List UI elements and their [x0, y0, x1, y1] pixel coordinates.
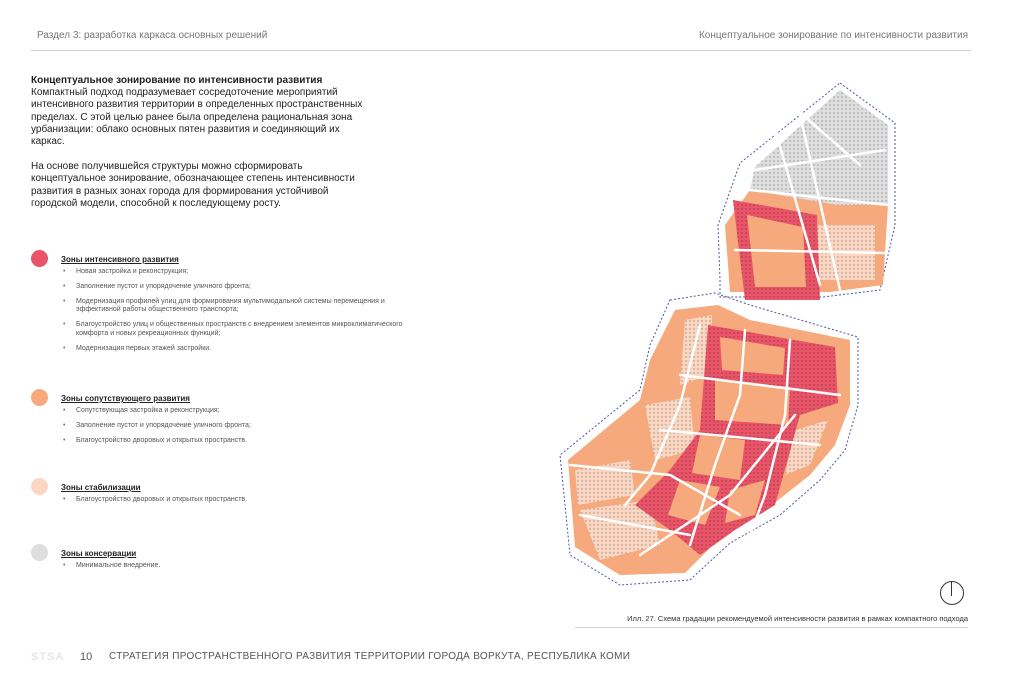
list-item: • Благоустройство дворовых и открытых пространств.: [61, 437, 421, 446]
list-item: • Новая застройка и реконструкция;: [61, 268, 421, 277]
caption-divider: [575, 627, 968, 628]
legend-list: [61, 407, 421, 451]
document-title: СТРАТЕГИЯ ПРОСТРАНСТВЕННОГО РАЗВИТИЯ ТЕРРИТОРИИ ГОРОДА ВОРКУТА, РЕСПУБЛИКА КОМИ: [109, 651, 631, 662]
legend-list: [61, 268, 421, 360]
list-item: • Модернизация первых этажей застройки.: [61, 345, 421, 354]
list-item: • Сопутствующая застройка и реконструкция;: [61, 407, 421, 416]
stabilization-zone-dot-icon: [31, 478, 48, 495]
list-item: • Минимальное внедрение.: [61, 562, 421, 571]
legend-title: Зоны интенсивного развития: [61, 255, 179, 264]
map-caption: Илл. 27. Схема градации рекомендуемой интенсивности развития в рамках компактного подхода: [627, 614, 968, 623]
intro-text: [31, 75, 376, 210]
list-item: • Модернизация профилей улиц для формирования мультимодальной системы перемещения и эффективной работы общественного транспорта;: [61, 298, 421, 316]
legend-title: Зоны сопутствующего развития: [61, 394, 190, 403]
intro-title: Концептуальное зонирование по интенсивности развития: [31, 75, 323, 86]
list-item: • Заполнение пустот и упорядочение уличного фронта;: [61, 422, 421, 431]
intensive-zone-dot-icon: [31, 250, 48, 267]
list-item: • Благоустройство улиц и общественных пространств с внедрением элементов микроклиматического комфорта и новых рекреационных функций;: [61, 321, 421, 339]
conservation-zone-dot-icon: [31, 544, 48, 561]
list-item: • Заполнение пустот и упорядочение уличного фронта;: [61, 283, 421, 292]
header-topic-label: Концептуальное зонирование по интенсивности развития: [698, 30, 968, 41]
header-section-label: Раздел 3: разработка каркаса основных решений: [37, 30, 268, 41]
accompanying-zone-dot-icon: [31, 389, 48, 406]
intro-paragraph-2: На основе получившейся структуры можно сформировать концептуальное зонирование, обозначающее степень интенсивности развития в разных зонах города для формирования устойчивой городской модели, способной к последующему росту.: [31, 161, 355, 209]
page-number: 10: [80, 651, 93, 663]
list-item: • Благоустройство дворовых и открытых пространств.: [61, 496, 421, 505]
intro-paragraph-1: Компактный подход подразумевает сосредоточение мероприятий интенсивного развития территории в определенных пространственных пределах. С этой целью ранее была определена рациональная зона урбанизации: облако основных пятен развития и соединяющий их каркас.: [31, 87, 363, 148]
legend-title: Зоны стабилизации: [61, 483, 141, 492]
legend-list: [61, 496, 421, 511]
legend-list: [61, 562, 421, 577]
header-divider: [31, 50, 971, 51]
legend-title: Зоны консервации: [61, 549, 137, 558]
conservation-zone-texture: [750, 90, 888, 205]
zoning-map: [540, 75, 990, 615]
footer-logo: STSA: [31, 651, 65, 663]
